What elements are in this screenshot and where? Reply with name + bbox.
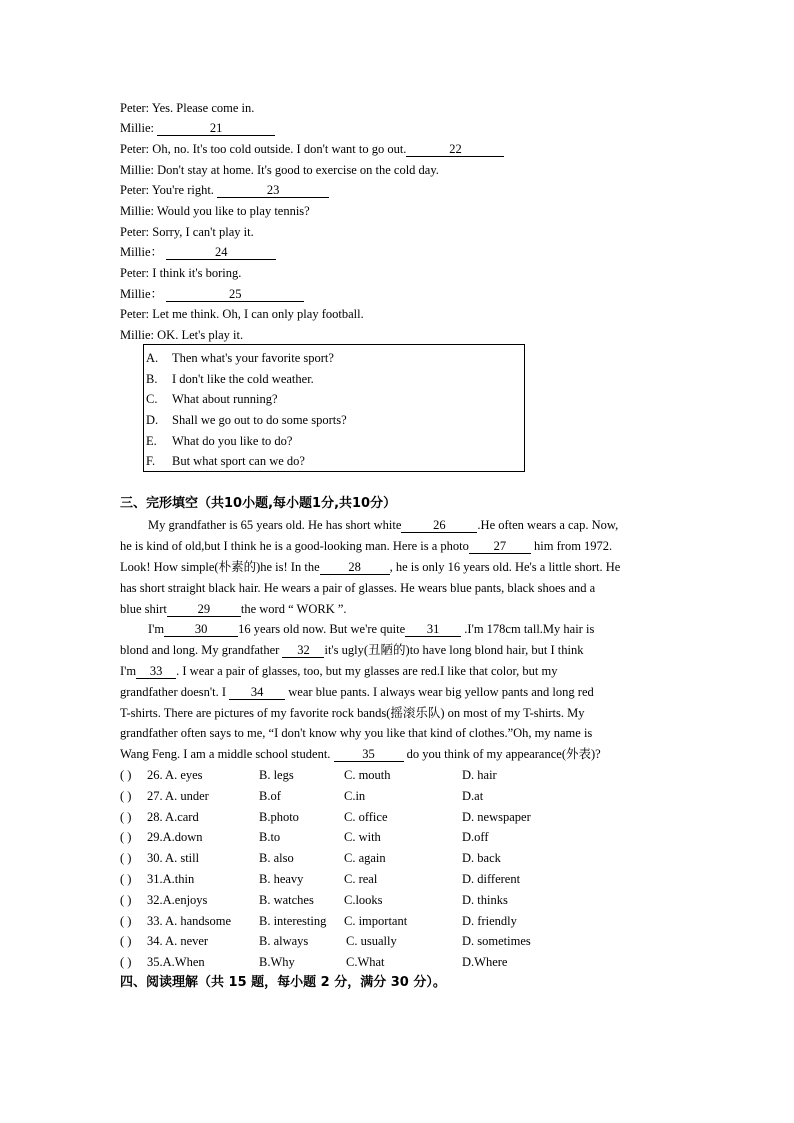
dialogue-line: Peter: Yes. Please come in. (120, 101, 255, 115)
question-option-c: C.in (344, 789, 366, 803)
dialogue-line: Millie: Don't stay at home. It's good to exercise on the cold day. (120, 163, 439, 177)
question-option-b: B. also (259, 851, 294, 865)
answer-blank[interactable]: 28 (320, 560, 390, 575)
answer-blank[interactable]: 24 (166, 245, 276, 260)
question-option-b: B.Why (259, 955, 295, 969)
question-option-a: 33. A. handsome (147, 914, 232, 928)
answer-blank[interactable]: 27 (469, 539, 531, 554)
question-option-d: D. newspaper (462, 810, 531, 824)
question-option-b: B.photo (259, 810, 299, 824)
question-option-a: 35.A.When (147, 955, 205, 969)
answer-paren[interactable]: ( ) (120, 955, 132, 969)
answer-blank[interactable]: 23 (217, 183, 329, 198)
passage-line: Wang Feng. I am a middle school student. 35 do you think of my appearance(外表)? (120, 747, 601, 761)
question-option-d: D. different (462, 872, 521, 886)
answer-paren[interactable]: ( ) (120, 872, 132, 886)
question-option-d: D. back (462, 851, 501, 865)
answer-paren[interactable]: ( ) (120, 893, 132, 907)
dialogue-line: Peter: Let me think. Oh, I can only play football. (120, 307, 364, 321)
dialogue-line: Millie: OK. Let's play it. (120, 328, 244, 342)
answer-blank[interactable]: 34 (229, 685, 285, 700)
options-box (143, 344, 525, 472)
question-option-a: 32.A.enjoys (147, 893, 208, 907)
passage-line: T-shirts. There are pictures of my favorite rock bands(摇滚乐队) on most of my T-shirts. My (120, 706, 585, 720)
option-d: D. Shall we go out to do some sports? (146, 413, 347, 427)
answer-paren[interactable]: ( ) (120, 851, 132, 865)
answer-paren[interactable]: ( ) (120, 810, 132, 824)
answer-paren[interactable]: ( ) (120, 914, 132, 928)
question-option-c: C. real (344, 872, 378, 886)
passage-line: blue shirt 29 the word “ WORK ”. (120, 602, 347, 616)
dialogue-line: Peter: Oh, no. It's too cold outside. I don't want to go out. 22 (120, 141, 504, 157)
answer-paren[interactable]: ( ) (120, 768, 132, 782)
answer-blank[interactable]: 31 (405, 622, 461, 637)
question-option-d: D. friendly (462, 914, 517, 928)
answer-blank[interactable]: 32 (282, 643, 324, 658)
passage-line: grandfather doesn't. I 34 wear blue pants. I always wear big yellow pants and long red (120, 685, 594, 699)
question-option-d: D.at (462, 789, 484, 803)
question-option-b: B. interesting (259, 914, 327, 928)
question-option-c: C.What (346, 955, 385, 969)
option-c: C. What about running? (146, 392, 278, 406)
option-b: B. I don't like the cold weather. (146, 372, 314, 386)
question-option-c: C. mouth (344, 768, 391, 782)
passage-line: I'm 33 . I wear a pair of glasses, too, but my glasses are red.I like that color, but my (120, 664, 558, 678)
dialogue-line: Peter: Sorry, I can't play it. (120, 225, 254, 239)
question-option-d: D. hair (462, 768, 497, 782)
question-option-b: B. watches (259, 893, 314, 907)
question-option-c: C. again (344, 851, 386, 865)
question-option-a: 30. A. still (147, 851, 200, 865)
question-option-b: B.of (259, 789, 281, 803)
dialogue-line: Peter: You're right. 23 (120, 182, 329, 198)
passage-line: blond and long. My grandfather 32 it's ugly(丑陋的)to have long blond hair, but I think (120, 643, 584, 657)
question-option-b: B. heavy (259, 872, 304, 886)
question-option-c: C. office (344, 810, 388, 824)
dialogue-line: Millie： 24 (120, 244, 276, 260)
answer-paren[interactable]: ( ) (120, 934, 132, 948)
answer-paren[interactable]: ( ) (120, 830, 132, 844)
question-option-a: 31.A.thin (147, 872, 195, 886)
option-e: E. What do you like to do? (146, 434, 293, 448)
dialogue-line: Peter: I think it's boring. (120, 266, 242, 280)
answer-blank[interactable]: 35 (334, 747, 404, 762)
passage-line: My grandfather is 65 years old. He has short white 26 .He often wears a cap. Now, (148, 518, 619, 532)
question-option-d: D. thinks (462, 893, 508, 907)
question-option-b: B. legs (259, 768, 294, 782)
question-option-d: D.Where (462, 955, 508, 969)
dialogue-line: Millie： 25 (120, 286, 304, 302)
question-option-d: D. sometimes (462, 934, 531, 948)
answer-blank[interactable]: 29 (167, 602, 241, 617)
dialogue-line: Millie: Would you like to play tennis? (120, 204, 310, 218)
passage-line: grandfather often says to me, “I don't know why you like that kind of clothes.”Oh, my name is (120, 726, 593, 740)
question-option-d: D.off (462, 830, 489, 844)
question-option-c: C.looks (344, 893, 383, 907)
answer-blank[interactable]: 21 (157, 121, 275, 136)
question-option-c: C. usually (346, 934, 397, 948)
question-option-a: 34. A. never (147, 934, 209, 948)
passage-line: he is kind of old,but I think he is a good-looking man. Here is a photo 27 him from 1972. (120, 539, 613, 553)
question-option-a: 29.A.down (147, 830, 203, 844)
section-4-title: 四、阅读理解（共 15 题，每小题 2 分，满分 30 分）。 (120, 975, 446, 990)
question-option-b: B. always (259, 934, 309, 948)
question-option-a: 26. A. eyes (147, 768, 203, 782)
question-option-b: B.to (259, 830, 281, 844)
passage-line: I'm 30 16 years old now. But we're quite 31 .I'm 178cm tall.My hair is (148, 622, 595, 636)
option-f: F. But what sport can we do? (146, 454, 305, 468)
answer-blank[interactable]: 26 (401, 518, 477, 533)
dialogue-line: Millie: 21 (120, 120, 275, 136)
question-option-a: 28. A.card (147, 810, 199, 824)
answer-blank[interactable]: 30 (164, 622, 238, 637)
passage-line: Look! How simple(朴素的)he is! In the 28 , he is only 16 years old. He's a little short. He (120, 560, 621, 574)
answer-blank[interactable]: 25 (166, 287, 304, 302)
question-option-c: C. important (344, 914, 408, 928)
section-3-title: 三、完形填空（共10小题,每小题1分,共10分） (120, 496, 397, 511)
question-option-c: C. with (344, 830, 381, 844)
option-a: A. Then what's your favorite sport? (146, 351, 334, 365)
passage-line: has short straight black hair. He wears a pair of glasses. He wears blue pants, black shoes and a (120, 581, 596, 595)
answer-paren[interactable]: ( ) (120, 789, 132, 803)
question-option-a: 27. A. under (147, 789, 209, 803)
answer-blank[interactable]: 22 (406, 142, 504, 157)
answer-blank[interactable]: 33 (136, 664, 176, 679)
